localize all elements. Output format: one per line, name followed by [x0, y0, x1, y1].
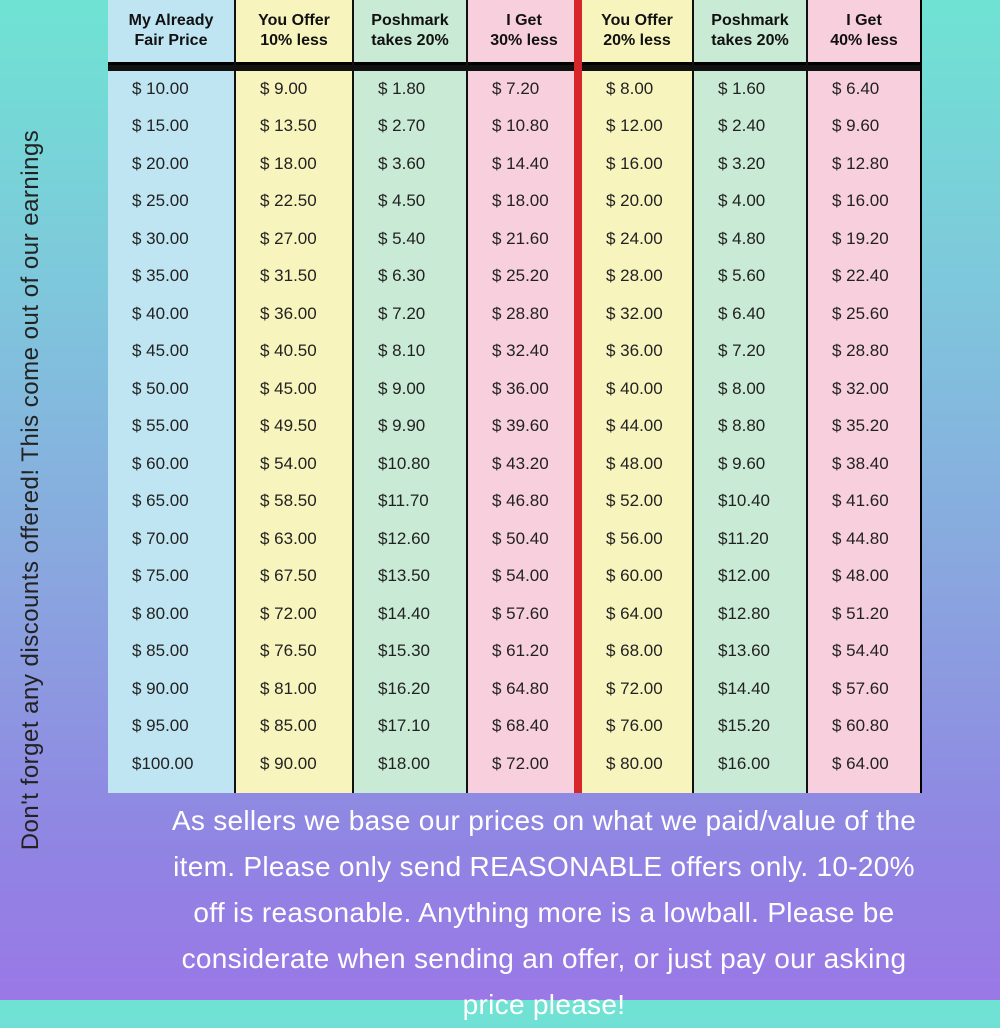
price-grid: [108, 0, 920, 793]
table-cell: $ 38.40: [808, 446, 920, 482]
table-cell: $13.50: [354, 559, 466, 595]
table-cell: $ 20.00: [108, 146, 234, 182]
table-cell: $ 14.40: [468, 146, 580, 182]
table-cell: $ 1.60: [694, 71, 806, 107]
price-table: [108, 0, 922, 793]
table-cell: $ 72.00: [236, 596, 352, 632]
table-cell: $ 85.00: [236, 709, 352, 745]
table-cell: $ 5.40: [354, 221, 466, 257]
column-header: I Get 30% less: [468, 0, 580, 65]
table-cell: $ 50.00: [108, 371, 234, 407]
table-cell: $ 45.00: [236, 371, 352, 407]
table-cell: $ 64.00: [808, 746, 920, 782]
column-header: You Offer 20% less: [582, 0, 692, 65]
table-cell: $ 68.00: [582, 634, 692, 670]
table-cell: $ 32.00: [808, 371, 920, 407]
table-cell: $ 95.00: [108, 709, 234, 745]
table-cell: $ 32.00: [582, 296, 692, 332]
table-cell: $17.10: [354, 709, 466, 745]
table-cell: $ 4.80: [694, 221, 806, 257]
table-cell: $ 85.00: [108, 634, 234, 670]
table-cell: $ 10.80: [468, 109, 580, 145]
table-cell: $ 6.40: [694, 296, 806, 332]
table-cell: $ 55.00: [108, 409, 234, 445]
table-cell: $ 4.00: [694, 184, 806, 220]
table-cell: $ 30.00: [108, 221, 234, 257]
table-cell: $ 10.00: [108, 71, 234, 107]
table-cell: $ 39.60: [468, 409, 580, 445]
column-header: I Get 40% less: [808, 0, 920, 65]
table-cell: $ 22.50: [236, 184, 352, 220]
table-cell: $ 12.80: [808, 146, 920, 182]
table-cell: $ 9.00: [236, 71, 352, 107]
table-cell: $ 76.00: [582, 709, 692, 745]
table-cell: $ 68.40: [468, 709, 580, 745]
table-cell: $11.70: [354, 484, 466, 520]
table-cell: $ 50.40: [468, 521, 580, 557]
table-cell: $ 70.00: [108, 521, 234, 557]
table-cell: $ 72.00: [582, 671, 692, 707]
table-cell: $ 9.00: [354, 371, 466, 407]
table-cell: $ 60.00: [582, 559, 692, 595]
table-cell: $ 16.00: [582, 146, 692, 182]
table-cell: $ 81.00: [236, 671, 352, 707]
column-header: Poshmark takes 20%: [694, 0, 806, 65]
red-divider: [574, 0, 582, 793]
table-cell: $ 43.20: [468, 446, 580, 482]
table-cell: $14.40: [694, 671, 806, 707]
table-cell: $ 60.00: [108, 446, 234, 482]
table-cell: $ 54.00: [468, 559, 580, 595]
table-cell: $ 64.00: [582, 596, 692, 632]
table-cell: $ 36.00: [468, 371, 580, 407]
table-column: [694, 0, 806, 793]
table-cell: $16.20: [354, 671, 466, 707]
table-column: [236, 0, 352, 793]
table-cell: $ 16.00: [808, 184, 920, 220]
table-cell: $ 61.20: [468, 634, 580, 670]
table-cell: $ 64.80: [468, 671, 580, 707]
table-cell: $ 72.00: [468, 746, 580, 782]
table-cell: $ 90.00: [236, 746, 352, 782]
table-cell: $ 52.00: [582, 484, 692, 520]
table-cell: $12.80: [694, 596, 806, 632]
table-cell: $ 32.40: [468, 334, 580, 370]
table-cell: $14.40: [354, 596, 466, 632]
table-cell: $ 18.00: [468, 184, 580, 220]
table-cell: $100.00: [108, 746, 234, 782]
table-cell: $ 45.00: [108, 334, 234, 370]
table-cell: $ 2.70: [354, 109, 466, 145]
table-cell: $ 67.50: [236, 559, 352, 595]
table-cell: $ 35.00: [108, 259, 234, 295]
table-cell: $ 90.00: [108, 671, 234, 707]
table-cell: $ 22.40: [808, 259, 920, 295]
table-cell: $ 58.50: [236, 484, 352, 520]
table-cell: $ 3.20: [694, 146, 806, 182]
table-cell: $16.00: [694, 746, 806, 782]
table-cell: $ 7.20: [354, 296, 466, 332]
table-cell: $ 80.00: [108, 596, 234, 632]
table-column: [468, 0, 580, 793]
table-cell: $18.00: [354, 746, 466, 782]
table-cell: $ 48.00: [808, 559, 920, 595]
table-cell: $ 8.80: [694, 409, 806, 445]
table-cell: $ 44.00: [582, 409, 692, 445]
table-cell: $ 4.50: [354, 184, 466, 220]
table-cell: $ 7.20: [468, 71, 580, 107]
table-cell: $ 21.60: [468, 221, 580, 257]
table-cell: $ 28.80: [808, 334, 920, 370]
table-cell: $ 18.00: [236, 146, 352, 182]
table-cell: $ 36.00: [582, 334, 692, 370]
table-cell: $ 40.50: [236, 334, 352, 370]
table-cell: $ 2.40: [694, 109, 806, 145]
table-column: [808, 0, 920, 793]
table-cell: $ 57.60: [468, 596, 580, 632]
bottom-note: As sellers we base our prices on what we paid/value of the item. Please only send REASONABLE offers only. 10-20% off is reasonable. Anything more is a lowball. Please be considerate when sending an offer, or just pay our asking price please!: [171, 805, 917, 1020]
table-cell: $ 12.00: [582, 109, 692, 145]
table-column: [354, 0, 466, 793]
table-cell: $ 48.00: [582, 446, 692, 482]
table-cell: $ 76.50: [236, 634, 352, 670]
table-cell: $ 63.00: [236, 521, 352, 557]
table-cell: $ 80.00: [582, 746, 692, 782]
table-cell: $ 9.60: [808, 109, 920, 145]
table-cell: $ 40.00: [108, 296, 234, 332]
table-cell: $ 9.90: [354, 409, 466, 445]
table-cell: $15.20: [694, 709, 806, 745]
table-cell: $ 25.20: [468, 259, 580, 295]
table-cell: $ 54.00: [236, 446, 352, 482]
table-cell: $ 65.00: [108, 484, 234, 520]
table-cell: $ 6.30: [354, 259, 466, 295]
table-cell: $ 24.00: [582, 221, 692, 257]
table-cell: $15.30: [354, 634, 466, 670]
table-cell: $10.40: [694, 484, 806, 520]
table-cell: $10.80: [354, 446, 466, 482]
table-cell: $ 56.00: [582, 521, 692, 557]
table-cell: $ 25.60: [808, 296, 920, 332]
table-cell: $ 7.20: [694, 334, 806, 370]
table-cell: $ 57.60: [808, 671, 920, 707]
table-cell: $ 75.00: [108, 559, 234, 595]
table-cell: $ 19.20: [808, 221, 920, 257]
table-cell: $ 8.00: [694, 371, 806, 407]
table-cell: $ 54.40: [808, 634, 920, 670]
table-cell: $ 15.00: [108, 109, 234, 145]
table-cell: $ 9.60: [694, 446, 806, 482]
table-cell: $ 49.50: [236, 409, 352, 445]
column-header: My Already Fair Price: [108, 0, 234, 65]
table-cell: $ 6.40: [808, 71, 920, 107]
table-cell: $ 3.60: [354, 146, 466, 182]
table-cell: $ 28.80: [468, 296, 580, 332]
table-cell: $ 20.00: [582, 184, 692, 220]
table-cell: $11.20: [694, 521, 806, 557]
table-cell: $ 8.10: [354, 334, 466, 370]
table-cell: $ 8.00: [582, 71, 692, 107]
side-note: Don't forget any discounts offered! This come out of our earnings: [17, 129, 44, 851]
table-cell: $ 31.50: [236, 259, 352, 295]
column-header: Poshmark takes 20%: [354, 0, 466, 65]
table-cell: $ 46.80: [468, 484, 580, 520]
table-cell: $12.60: [354, 521, 466, 557]
table-column: [582, 0, 692, 793]
table-cell: $ 13.50: [236, 109, 352, 145]
table-cell: $ 51.20: [808, 596, 920, 632]
table-cell: $13.60: [694, 634, 806, 670]
column-header: You Offer 10% less: [236, 0, 352, 65]
table-cell: $ 36.00: [236, 296, 352, 332]
table-cell: $ 28.00: [582, 259, 692, 295]
table-cell: $ 44.80: [808, 521, 920, 557]
table-cell: $ 27.00: [236, 221, 352, 257]
table-cell: $ 40.00: [582, 371, 692, 407]
table-cell: $ 1.80: [354, 71, 466, 107]
table-column: [108, 0, 234, 793]
table-cell: $ 35.20: [808, 409, 920, 445]
table-cell: $12.00: [694, 559, 806, 595]
table-cell: $ 41.60: [808, 484, 920, 520]
table-cell: $ 25.00: [108, 184, 234, 220]
table-cell: $ 5.60: [694, 259, 806, 295]
table-cell: $ 60.80: [808, 709, 920, 745]
